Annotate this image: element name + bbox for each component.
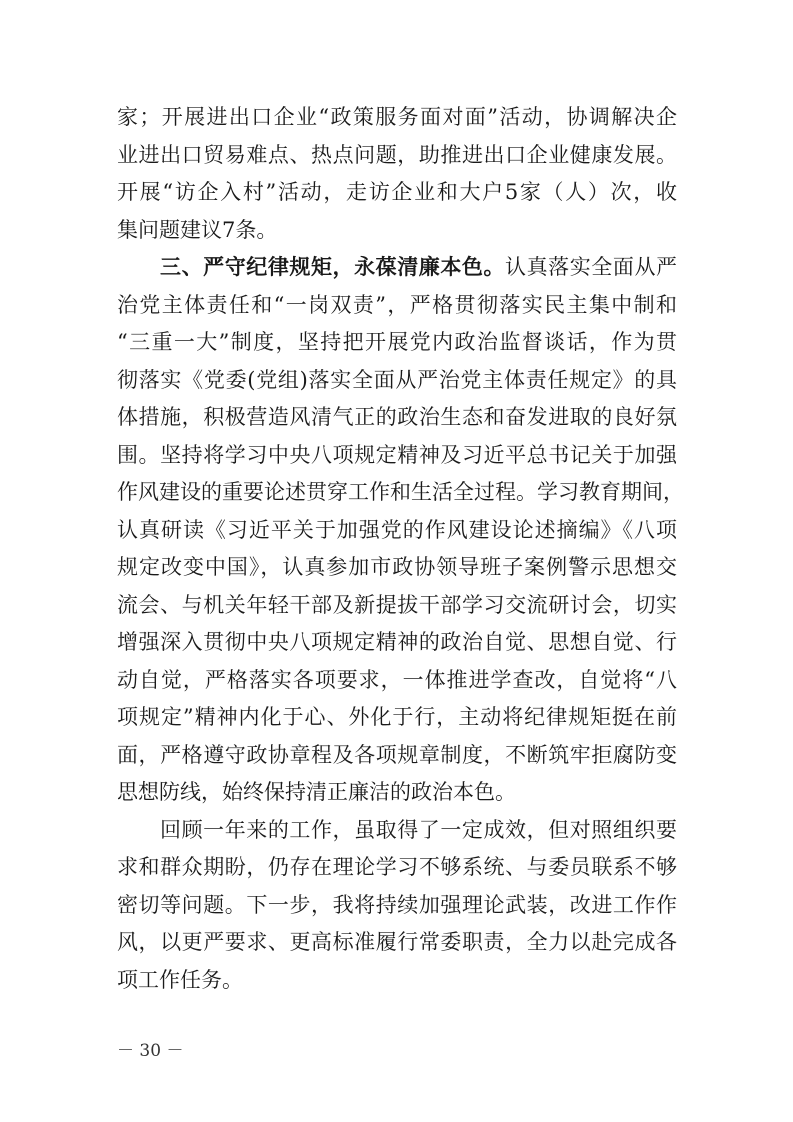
paragraph-3-line-3: 密切等问题。下一步，我将持续加强理论武装，改进工作作 [117,892,677,917]
paragraph-2-line-15: 思想防线，始终保持清正廉洁的政治本色。 [117,780,516,804]
paragraph-2-line-10: 流会、与机关年轻干部及新提拔干部学习交流研讨会，切实 [117,592,677,617]
paragraph-2-line-2: 治党主体责任和“一岗双责”，严格贯彻落实民主集中制和 [117,292,677,317]
section-heading-continuation: 认真落实全面从严 [505,255,678,279]
paragraph-3-line-4: 风，以更严要求、更高标准履行常委职责，全力以赴完成各 [117,930,677,954]
paragraph-2-line-9: 规定改变中国》，认真参加市政协领导班子案例警示思想交 [117,555,677,579]
paragraph-2-line-3: “三重一大”制度，坚持把开展党内政治监督谈话，作为贯 [117,330,677,354]
page-number: － 30 － [117,1041,184,1061]
paragraph-3-line-1: 回顾一年来的工作，虽取得了一定成效，但对照组织要 [160,817,677,842]
paragraph-1-line-3: 开展“访企入村”活动，走访企业和大户5家（人）次，收 [117,180,677,204]
paragraph-1-line-4: 集问题建议7条。 [117,217,278,242]
paragraph-1-line-1: 家；开展进出口企业“政策服务面对面”活动，协调解决企 [117,105,677,129]
paragraph-2-line-12: 动自觉，严格落实各项要求，一体推进学查改，自觉将“八 [117,667,677,692]
paragraph-3-line-2: 求和群众期盼，仍存在理论学习不够系统、与委员联系不够 [117,855,677,879]
paragraph-2-line-13: 项规定”精神内化于心、外化于行，主动将纪律规矩挺在前 [117,705,677,729]
paragraph-2-line-14: 面，严格遵守政协章程及各项规章制度，不断筑牢拒腐防变 [117,742,677,767]
paragraph-2-line-11: 增强深入贯彻中央八项规定精神的政治自觉、思想自觉、行 [117,630,677,654]
paragraph-2-line-5: 体措施，积极营造风清气正的政治生态和奋发进取的良好氛 [117,405,677,429]
paragraph-3-line-5: 项工作任务。 [117,967,243,992]
paragraph-2-line-8: 认真研读《习近平关于加强党的作风建设论述摘编》《八项 [117,517,677,542]
paragraph-1-line-2: 业进出口贸易难点、热点问题，助推进出口企业健康发展。 [117,142,677,167]
section-heading: 三、严守纪律规矩，永葆清廉本色。 [160,254,506,279]
paragraph-2-line-1 [160,248,677,286]
paragraph-2-line-7: 作风建设的重要论述贯穿工作和生活全过程。学习教育期间， [117,480,684,504]
paragraph-2-line-6: 围。坚持将学习中央八项规定精神及习近平总书记关于加强 [117,442,677,467]
paragraph-2-line-4: 彻落实《党委(党组)落实全面从严治党主体责任规定》的具 [117,367,677,392]
